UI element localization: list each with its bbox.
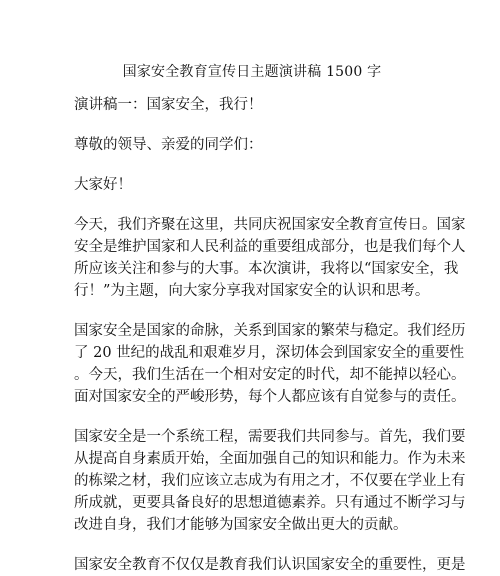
text-line: 的栋梁之材，我们应该立志成为有用之才，不仅要在学业上有 xyxy=(74,473,466,489)
document-title: 国家安全教育宣传日主题演讲稿 1500 字 xyxy=(122,64,382,80)
text-line: 今天，我们齐聚在这里，共同庆祝国家安全教育宣传日。国家 xyxy=(74,217,466,233)
text-line: 。今天，我们生活在一个相对安定的时代，却不能掉以轻心。 xyxy=(74,367,466,383)
text-line: 国家安全是国家的命脉，关系到国家的繁荣与稳定。我们经历 xyxy=(74,323,466,339)
text-line: 大家好！ xyxy=(74,177,132,193)
text-line: 改进自身，我们才能够为国家安全做出更大的贡献。 xyxy=(74,517,408,533)
paragraph-body-3 xyxy=(74,554,466,576)
paragraph-subtitle xyxy=(74,94,430,116)
text-line: 安全是维护国家和人民利益的重要组成部分，也是我们每个人 xyxy=(74,239,466,255)
text-line: 演讲稿一：国家安全，我行！ xyxy=(74,97,263,113)
paragraph-salutation xyxy=(74,134,430,156)
text-line: 了 20 世纪的战乱和艰难岁月，深切体会到国家安全的重要性 xyxy=(74,345,465,361)
paragraph-greeting xyxy=(74,174,430,196)
paragraph-body-1 xyxy=(74,320,466,408)
text-line: 所成就，更要具备良好的思想道德素养。只有通过不断学习与 xyxy=(74,495,466,511)
text-line: 从提高自身素质开始，全面加强自己的知识和能力。作为未来 xyxy=(74,451,466,467)
text-line: 面对国家安全的严峻形势，每个人都应该有自觉参与的责任。 xyxy=(74,389,466,405)
text-line: 国家安全教育不仅仅是教育我们认识国家安全的重要性，更是 xyxy=(74,557,466,573)
text-line: 所应该关注和参与的大事。本次演讲，我将以“国家安全，我 xyxy=(74,261,459,277)
text-line: 行！”为主题，向大家分享我对国家安全的认识和思考。 xyxy=(74,283,430,299)
paragraph-body-2 xyxy=(74,426,466,536)
text-line: 尊敬的领导、亲爱的同学们： xyxy=(74,137,263,153)
text-line: 国家安全是一个系统工程，需要我们共同参与。首先，我们要 xyxy=(74,429,466,445)
paragraph-intro xyxy=(74,214,466,302)
